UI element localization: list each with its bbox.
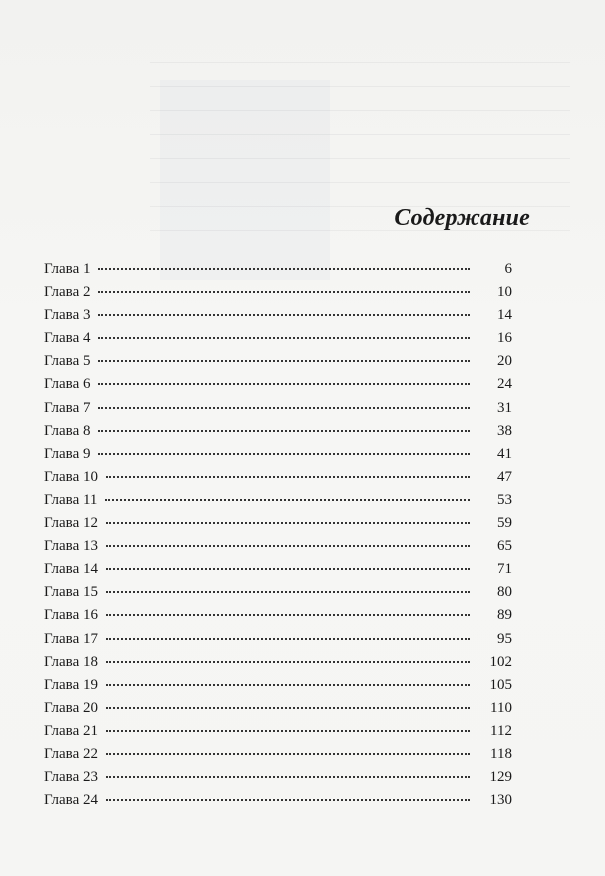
dot-leader <box>98 360 470 362</box>
toc-entry <box>44 304 512 327</box>
toc-entry <box>44 720 512 743</box>
toc-entry-label: Глава 1 <box>44 261 91 277</box>
toc-entry-page-number: 16 <box>497 330 512 347</box>
dot-leader <box>106 614 470 616</box>
dot-leader <box>106 730 470 732</box>
dot-leader <box>98 407 470 409</box>
dot-leader <box>105 499 470 501</box>
toc-entry-label: Глава 16 <box>44 607 98 624</box>
toc-entry <box>44 743 512 766</box>
toc-entry-label: Глава 15 <box>44 584 98 601</box>
dot-leader <box>98 268 470 270</box>
toc-entry-label: Глава 8 <box>44 422 91 439</box>
toc-entry-page-number: 24 <box>497 376 512 393</box>
toc-entry <box>44 420 512 443</box>
toc-entry <box>44 397 512 420</box>
dot-leader <box>98 291 470 293</box>
toc-entry-label: Глава 20 <box>44 699 98 716</box>
dot-leader <box>106 753 470 755</box>
dot-leader <box>106 638 470 640</box>
toc-entry-label: Глава 24 <box>44 792 98 809</box>
toc-entry <box>44 466 512 489</box>
toc-entry <box>44 558 512 581</box>
toc-entry-label: Глава 19 <box>44 676 98 693</box>
dot-leader <box>98 383 470 385</box>
toc-entry-label: Глава 21 <box>44 722 98 739</box>
toc-entry <box>44 512 512 535</box>
toc-entry-page-number: 10 <box>497 284 512 301</box>
toc-entry <box>44 789 512 812</box>
dot-leader <box>106 799 470 801</box>
toc-entry <box>44 281 512 304</box>
toc-entry-label: Глава 22 <box>44 745 98 762</box>
toc-entry-label: Глава 3 <box>44 307 91 324</box>
table-of-contents <box>44 258 512 812</box>
toc-title: Содержание <box>394 205 530 231</box>
toc-entry-page-number: 130 <box>489 792 512 809</box>
toc-entry-page-number: 20 <box>497 353 512 370</box>
dot-leader <box>106 684 470 686</box>
toc-entry-page-number: 105 <box>489 676 512 693</box>
toc-entry-label: Глава 2 <box>44 284 91 301</box>
toc-entry-page-number: 41 <box>497 445 512 462</box>
toc-entry-page-number: 47 <box>497 468 512 485</box>
dot-leader <box>106 545 470 547</box>
toc-entry-label: Глава 18 <box>44 653 98 670</box>
toc-entry <box>44 535 512 558</box>
toc-entry-page-number: 80 <box>497 584 512 601</box>
toc-entry-label: Глава 9 <box>44 445 91 462</box>
toc-entry-page-number: 6 <box>504 261 512 277</box>
toc-entry <box>44 604 512 627</box>
dot-leader <box>106 776 470 778</box>
toc-entry <box>44 489 512 512</box>
toc-entry-label: Глава 10 <box>44 468 98 485</box>
toc-entry-page-number: 65 <box>497 538 512 555</box>
toc-entry <box>44 628 512 651</box>
toc-entry-page-number: 53 <box>497 491 512 508</box>
toc-entry-page-number: 59 <box>497 515 512 532</box>
dot-leader <box>106 522 470 524</box>
toc-entry <box>44 697 512 720</box>
toc-entry <box>44 350 512 373</box>
toc-entry-page-number: 38 <box>497 422 512 439</box>
toc-entry-page-number: 31 <box>497 399 512 416</box>
toc-entry <box>44 258 512 281</box>
toc-entry <box>44 651 512 674</box>
toc-entry-page-number: 89 <box>497 607 512 624</box>
toc-entry-page-number: 71 <box>497 561 512 578</box>
dot-leader <box>98 314 470 316</box>
toc-entry <box>44 327 512 350</box>
toc-entry-page-number: 95 <box>497 630 512 647</box>
toc-entry <box>44 443 512 466</box>
dot-leader <box>106 568 470 570</box>
toc-entry-page-number: 102 <box>489 653 512 670</box>
dot-leader <box>98 430 470 432</box>
toc-entry-page-number: 129 <box>489 769 512 786</box>
toc-entry-label: Глава 12 <box>44 515 98 532</box>
toc-entry-page-number: 110 <box>490 699 512 716</box>
dot-leader <box>106 661 470 663</box>
toc-entry <box>44 674 512 697</box>
toc-entry-page-number: 14 <box>497 307 512 324</box>
toc-entry-label: Глава 6 <box>44 376 91 393</box>
toc-entry <box>44 373 512 396</box>
dot-leader <box>106 707 470 709</box>
dot-leader <box>106 476 470 478</box>
toc-entry-label: Глава 17 <box>44 630 98 647</box>
dot-leader <box>98 453 470 455</box>
toc-entry-label: Глава 4 <box>44 330 91 347</box>
toc-entry-label: Глава 11 <box>44 491 98 508</box>
toc-entry-label: Глава 14 <box>44 561 98 578</box>
toc-entry-label: Глава 5 <box>44 353 91 370</box>
dot-leader <box>106 591 470 593</box>
toc-entry-label: Глава 13 <box>44 538 98 555</box>
toc-entry-page-number: 112 <box>490 722 512 739</box>
dot-leader <box>98 337 470 339</box>
toc-entry <box>44 581 512 604</box>
toc-entry <box>44 766 512 789</box>
toc-entry-label: Глава 7 <box>44 399 91 416</box>
toc-entry-label: Глава 23 <box>44 769 98 786</box>
toc-entry-page-number: 118 <box>490 745 512 762</box>
